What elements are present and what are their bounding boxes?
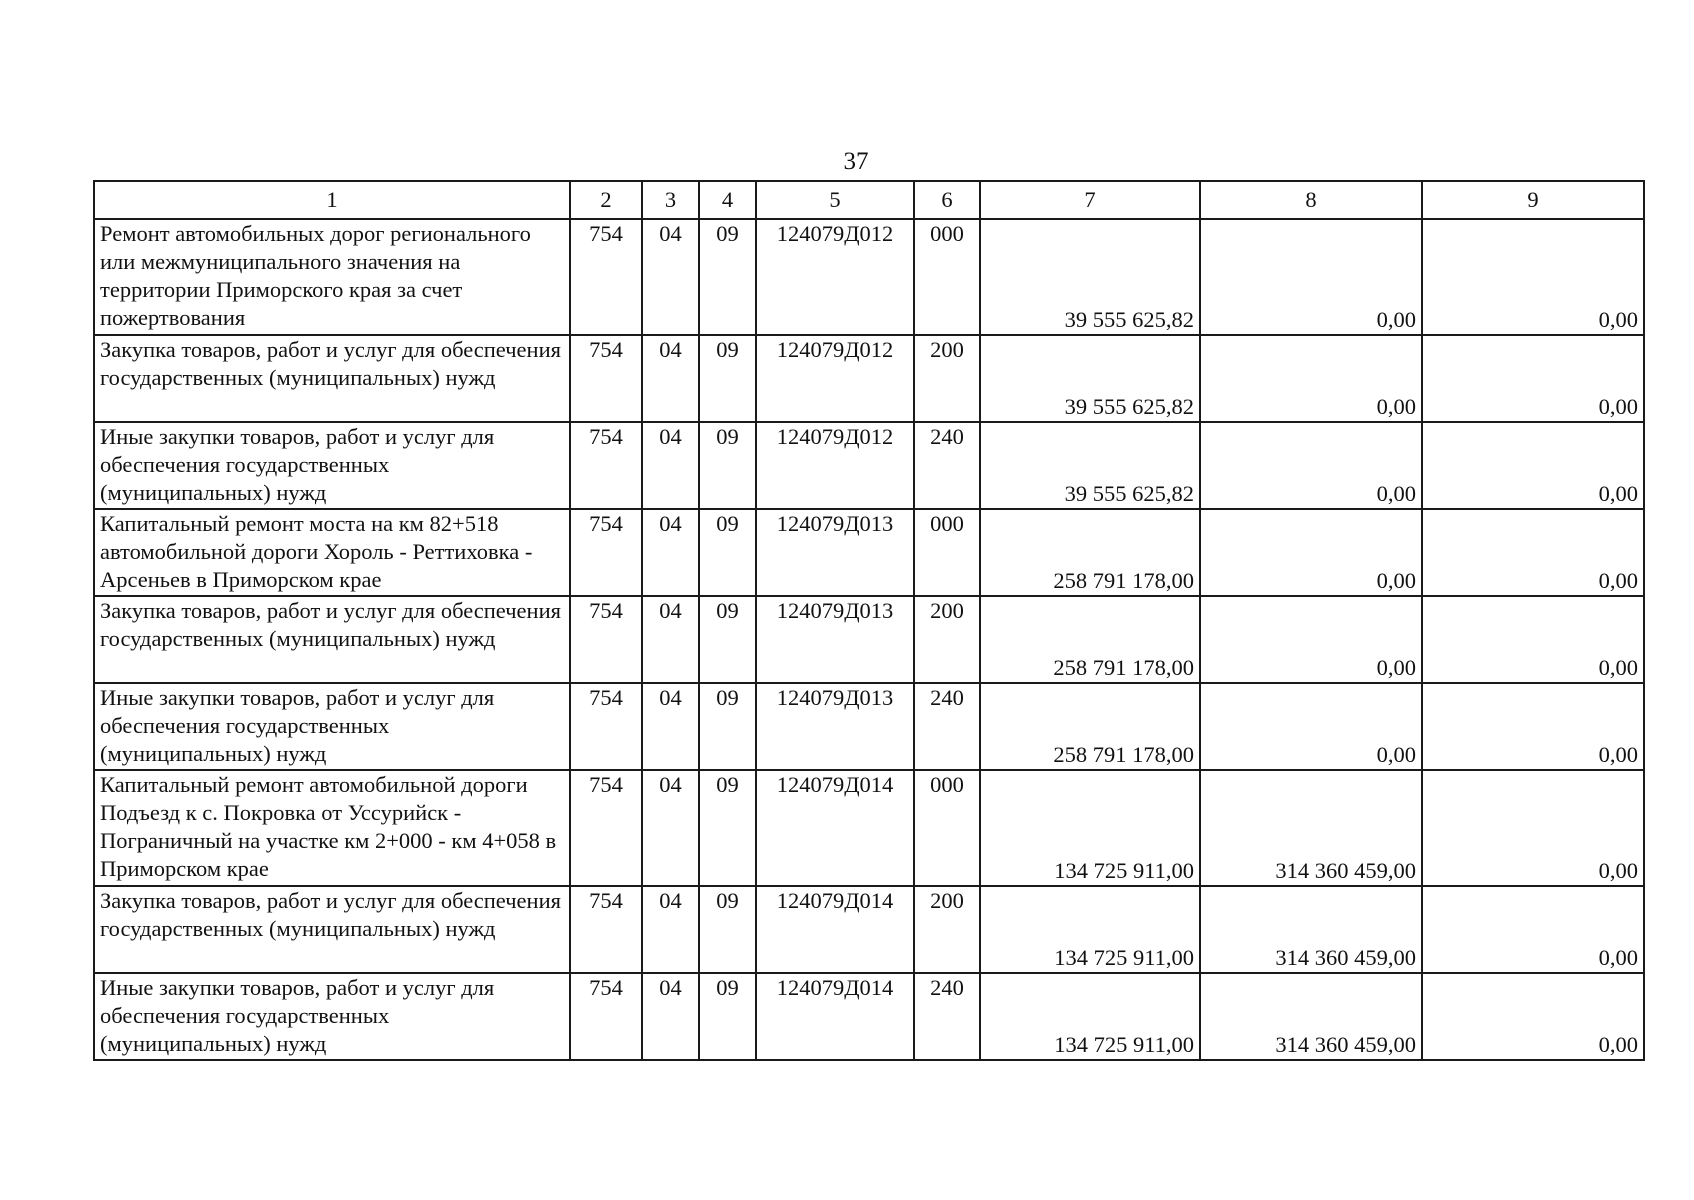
section-code: 04 bbox=[642, 683, 699, 770]
item-name: Закупка товаров, работ и услуг для обеспечения государственных (муниципальных) нужд bbox=[94, 335, 570, 422]
ministry-code: 754 bbox=[570, 422, 642, 509]
ministry-code: 754 bbox=[570, 886, 642, 973]
item-name: Иные закупки товаров, работ и услуг для обеспечения государственных (муниципальных) нужд bbox=[94, 683, 570, 770]
target-article-code: 124079Д013 bbox=[756, 509, 914, 596]
item-name: Закупка товаров, работ и услуг для обеспечения государственных (муниципальных) нужд bbox=[94, 886, 570, 973]
expense-type-code: 000 bbox=[914, 219, 980, 335]
amount-col-7: 258 791 178,00 bbox=[980, 596, 1200, 683]
page-number: 37 bbox=[843, 148, 869, 175]
amount-col-8: 314 360 459,00 bbox=[1200, 973, 1422, 1060]
amount-col-9: 0,00 bbox=[1422, 335, 1644, 422]
item-name: Капитальный ремонт моста на км 82+518 автомобильной дороги Хороль - Реттиховка - Арсеньев в Приморском крае bbox=[94, 509, 570, 596]
budget-table bbox=[93, 180, 1645, 1061]
amount-col-8: 314 360 459,00 bbox=[1200, 886, 1422, 973]
table-row bbox=[94, 509, 1644, 596]
item-name: Иные закупки товаров, работ и услуг для обеспечения государственных (муниципальных) нужд bbox=[94, 422, 570, 509]
target-article-code: 124079Д012 bbox=[756, 335, 914, 422]
expense-type-code: 200 bbox=[914, 335, 980, 422]
column-header-5: 5 bbox=[756, 181, 914, 219]
target-article-code: 124079Д014 bbox=[756, 973, 914, 1060]
amount-col-7: 258 791 178,00 bbox=[980, 509, 1200, 596]
ministry-code: 754 bbox=[570, 973, 642, 1060]
column-header-7: 7 bbox=[980, 181, 1200, 219]
subsection-code: 09 bbox=[699, 770, 756, 886]
amount-col-8: 0,00 bbox=[1200, 509, 1422, 596]
amount-col-7: 134 725 911,00 bbox=[980, 886, 1200, 973]
subsection-code: 09 bbox=[699, 886, 756, 973]
column-header-2: 2 bbox=[570, 181, 642, 219]
subsection-code: 09 bbox=[699, 422, 756, 509]
target-article-code: 124079Д014 bbox=[756, 770, 914, 886]
amount-col-7: 134 725 911,00 bbox=[980, 973, 1200, 1060]
table-row bbox=[94, 886, 1644, 973]
column-header-6: 6 bbox=[914, 181, 980, 219]
amount-col-9: 0,00 bbox=[1422, 770, 1644, 886]
amount-col-7: 39 555 625,82 bbox=[980, 335, 1200, 422]
expense-type-code: 000 bbox=[914, 509, 980, 596]
amount-col-8: 0,00 bbox=[1200, 683, 1422, 770]
target-article-code: 124079Д013 bbox=[756, 683, 914, 770]
ministry-code: 754 bbox=[570, 770, 642, 886]
item-name: Капитальный ремонт автомобильной дороги Подъезд к с. Покровка от Уссурийск - Пограничный на участке км 2+000 - км 4+058 в Приморском крае bbox=[94, 770, 570, 886]
amount-col-8: 0,00 bbox=[1200, 422, 1422, 509]
item-name: Закупка товаров, работ и услуг для обеспечения государственных (муниципальных) нужд bbox=[94, 596, 570, 683]
section-code: 04 bbox=[642, 770, 699, 886]
column-header-4: 4 bbox=[699, 181, 756, 219]
expense-type-code: 240 bbox=[914, 683, 980, 770]
column-header-1: 1 bbox=[94, 181, 570, 219]
amount-col-7: 39 555 625,82 bbox=[980, 219, 1200, 335]
section-code: 04 bbox=[642, 335, 699, 422]
subsection-code: 09 bbox=[699, 509, 756, 596]
item-name: Иные закупки товаров, работ и услуг для обеспечения государственных (муниципальных) нужд bbox=[94, 973, 570, 1060]
target-article-code: 124079Д014 bbox=[756, 886, 914, 973]
subsection-code: 09 bbox=[699, 596, 756, 683]
amount-col-9: 0,00 bbox=[1422, 219, 1644, 335]
table-row bbox=[94, 219, 1644, 335]
section-code: 04 bbox=[642, 509, 699, 596]
ministry-code: 754 bbox=[570, 509, 642, 596]
amount-col-7: 134 725 911,00 bbox=[980, 770, 1200, 886]
amount-col-8: 0,00 bbox=[1200, 335, 1422, 422]
section-code: 04 bbox=[642, 973, 699, 1060]
item-name: Ремонт автомобильных дорог регионального или межмуниципального значения на территории Приморского края за счет пожертвования bbox=[94, 219, 570, 335]
section-code: 04 bbox=[642, 219, 699, 335]
section-code: 04 bbox=[642, 422, 699, 509]
amount-col-9: 0,00 bbox=[1422, 683, 1644, 770]
amount-col-8: 314 360 459,00 bbox=[1200, 770, 1422, 886]
table-row bbox=[94, 422, 1644, 509]
amount-col-8: 0,00 bbox=[1200, 596, 1422, 683]
target-article-code: 124079Д013 bbox=[756, 596, 914, 683]
expense-type-code: 240 bbox=[914, 973, 980, 1060]
table-row bbox=[94, 335, 1644, 422]
ministry-code: 754 bbox=[570, 335, 642, 422]
table-row bbox=[94, 973, 1644, 1060]
subsection-code: 09 bbox=[699, 335, 756, 422]
target-article-code: 124079Д012 bbox=[756, 422, 914, 509]
amount-col-9: 0,00 bbox=[1422, 973, 1644, 1060]
amount-col-7: 39 555 625,82 bbox=[980, 422, 1200, 509]
amount-col-9: 0,00 bbox=[1422, 509, 1644, 596]
ministry-code: 754 bbox=[570, 219, 642, 335]
expense-type-code: 000 bbox=[914, 770, 980, 886]
amount-col-9: 0,00 bbox=[1422, 422, 1644, 509]
ministry-code: 754 bbox=[570, 596, 642, 683]
amount-col-7: 258 791 178,00 bbox=[980, 683, 1200, 770]
column-header-8: 8 bbox=[1200, 181, 1422, 219]
table-row bbox=[94, 596, 1644, 683]
amount-col-8: 0,00 bbox=[1200, 219, 1422, 335]
column-header-9: 9 bbox=[1422, 181, 1644, 219]
expense-type-code: 200 bbox=[914, 596, 980, 683]
section-code: 04 bbox=[642, 596, 699, 683]
expense-type-code: 240 bbox=[914, 422, 980, 509]
column-header-3: 3 bbox=[642, 181, 699, 219]
table-row bbox=[94, 770, 1644, 886]
subsection-code: 09 bbox=[699, 219, 756, 335]
subsection-code: 09 bbox=[699, 683, 756, 770]
ministry-code: 754 bbox=[570, 683, 642, 770]
table-header-row bbox=[94, 181, 1644, 219]
amount-col-9: 0,00 bbox=[1422, 886, 1644, 973]
target-article-code: 124079Д012 bbox=[756, 219, 914, 335]
table-row bbox=[94, 683, 1644, 770]
section-code: 04 bbox=[642, 886, 699, 973]
expense-type-code: 200 bbox=[914, 886, 980, 973]
amount-col-9: 0,00 bbox=[1422, 596, 1644, 683]
subsection-code: 09 bbox=[699, 973, 756, 1060]
